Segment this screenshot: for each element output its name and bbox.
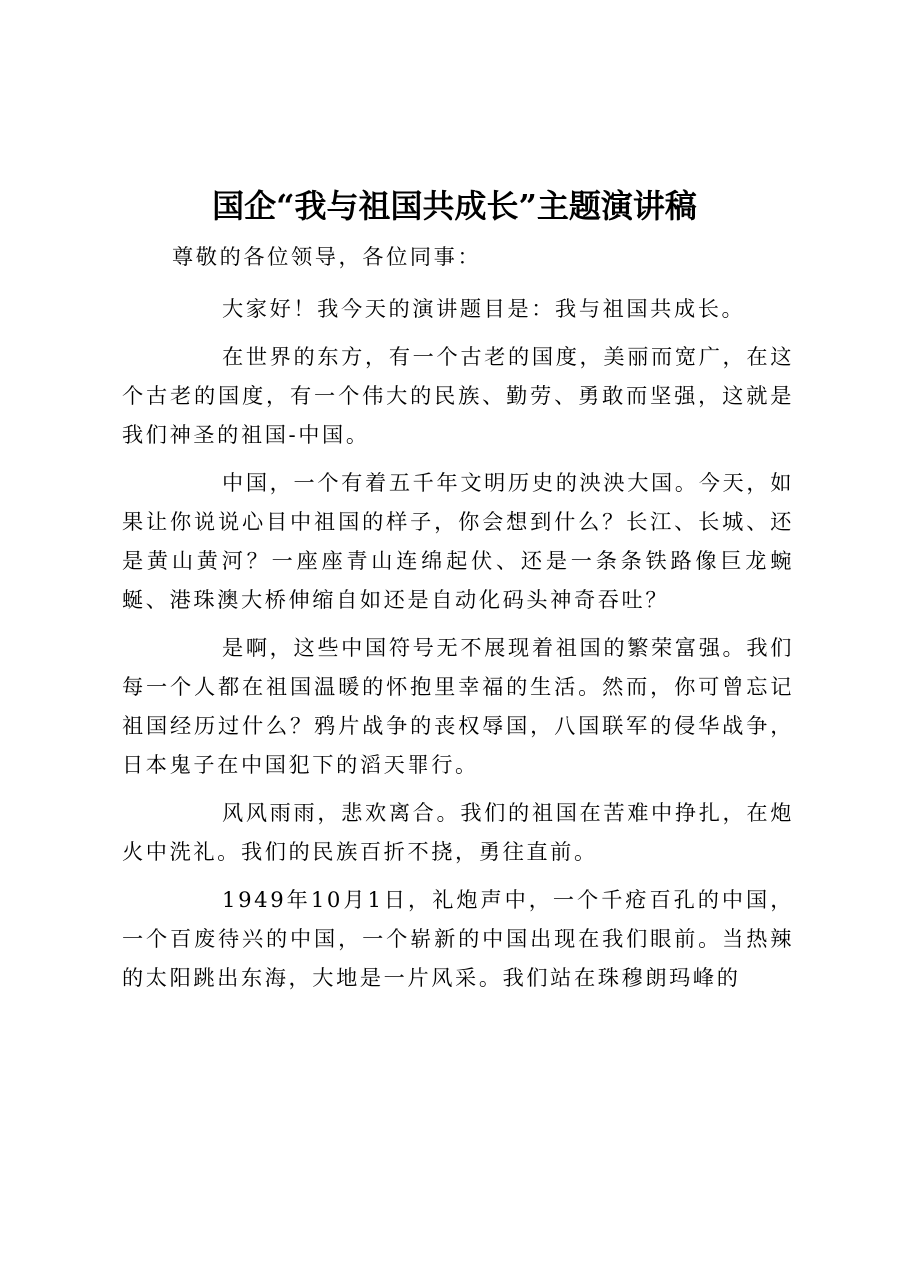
document-body [122, 237, 794, 997]
document-title: 国企“我与祖国共成长”主题演讲稿 [212, 187, 697, 225]
paragraph-2: 在世界的东方，有一个古老的国度，美丽而宽广，在这个古老的国度，有一个伟大的民族、勤劳、勇敢而坚强，这就是我们神圣的祖国-中国。 [122, 344, 794, 447]
paragraph-1: 大家好！我今天的演讲题目是：我与祖国共成长。 [222, 296, 746, 321]
paragraph-4: 是啊，这些中国符号无不展现着祖国的繁荣富强。我们每一个人都在祖国温暖的怀抱里幸福的生活。然而，你可曾忘记祖国经历过什么？鸦片战争的丧权辱国，八国联军的侵华战争，日本鬼子在中国犯下的滔天罪行。 [122, 635, 794, 777]
paragraph-3: 中国，一个有着五千年文明历史的泱泱大国。今天，如果让你说说心目中祖国的样子，你会想到什么？长江、长城、还是黄山黄河？一座座青山连绵起伏、还是一条条铁路像巨龙蜿蜒、港珠澳大桥伸缩自如还是自动化码头神奇吞吐？ [122, 470, 794, 612]
greeting-line: 尊敬的各位领导，各位同事： [172, 244, 482, 269]
paragraph-6: 1949年10月1日，礼炮声中，一个千疮百孔的中国，一个百废待兴的中国，一个崭新的中国出现在我们眼前。当热辣的太阳跳出东海，大地是一片风采。我们站在珠穆朗玛峰的 [122, 887, 794, 990]
paragraph-5: 风风雨雨，悲欢离合。我们的祖国在苦难中挣扎，在炮火中洗礼。我们的民族百折不挠，勇往直前。 [122, 800, 794, 864]
